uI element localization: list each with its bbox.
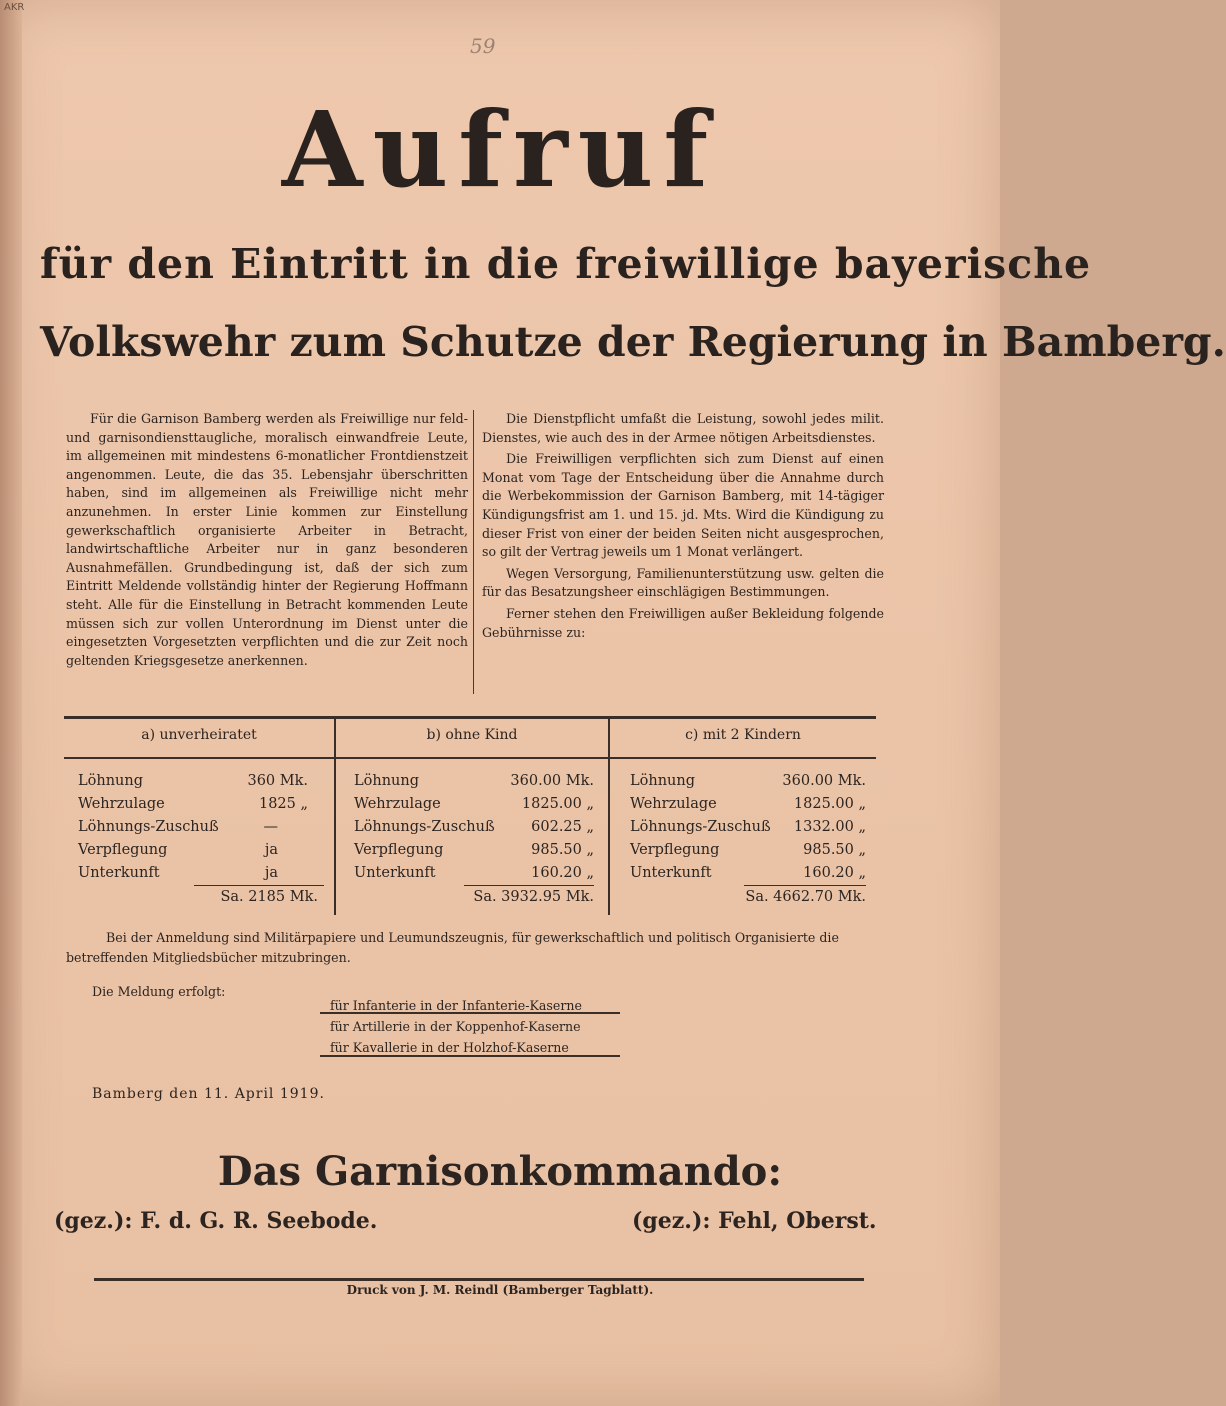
row-label: Löhnungs-Zuschuß bbox=[78, 819, 219, 835]
subtitle-line-2: Volkswehr zum Schutze der Regierung in Bamberg. bbox=[40, 318, 1226, 366]
row-label: Verpflegung bbox=[78, 842, 168, 858]
row-value: 1332.00 „ bbox=[793, 819, 866, 835]
meldung-place-infantry: für Infanterie in der Infanterie-Kaserne bbox=[330, 998, 582, 1013]
row-value: ja bbox=[264, 842, 278, 858]
left-paragraph: Für die Garnison Bamberg werden als Freiwillige nur feld- und garnisondiensttaugliche, moralisch einwandfreie Leute, im allgemeinen mit mindestens 6-monatlicher Frontdienstzeit angenommen. Leute, die das 35. Lebensjahr überschritten haben, sind im allgemeinen als Freiwillige nicht mehr anzunehmen. In erster Linie kommen zur Einstellung gewerkschaftlich organisierte Arbeiter in Betracht, landwirtschaftliche Arbeiter nur in ganz besonderen Ausnahmefällen. Grundbedingung ist, daß der sich zum Eintritt Meldende vollständig hinter der Regierung Hoffmann steht. Alle für die Einstellung in Betracht kommenden Leute müssen sich zur vollen Unterordnung im Dienst unter die eingesetzten Vorgesetzten verpflichten und die zur Zeit noch geltenden Kriegsgesetze anerkennen. bbox=[66, 411, 468, 668]
row-value: 985.50 „ bbox=[531, 842, 594, 858]
total-value: Sa. 4662.70 Mk. bbox=[745, 889, 866, 905]
sum-rule bbox=[194, 885, 324, 886]
command-heading: Das Garnisonkommando: bbox=[217, 1148, 783, 1195]
left-text-column bbox=[66, 410, 468, 673]
row-label: Unterkunft bbox=[78, 865, 160, 881]
row-value: 1825 „ bbox=[258, 796, 308, 812]
row-value: 985.50 „ bbox=[803, 842, 866, 858]
issue-date: Bamberg den 11. April 1919. bbox=[92, 1086, 325, 1102]
table-column-divider bbox=[334, 719, 336, 915]
table-column-divider bbox=[608, 719, 610, 915]
row-label: Löhnungs-Zuschuß bbox=[630, 819, 771, 835]
row-value: 360 Mk. bbox=[247, 773, 308, 789]
meldung-place-cavalry: für Kavallerie in der Holzhof-Kaserne bbox=[330, 1040, 569, 1055]
right-paragraph: Die Freiwilligen verpflichten sich zum Dienst auf einen Monat vom Tage der Entscheidung über die Annahme durch die Werbekommission der Garnison Bamberg, mit 14-tägiger Kündigungsfrist am 1. und 15. jd. Mts. Wird die Kündigung zu dieser Frist von einer der beiden Seiten nicht ausgesprochen, so gilt der Vertrag jeweils um 1 Monat verlängert. bbox=[482, 451, 884, 560]
footer-rule bbox=[94, 1278, 864, 1281]
row-label: Wehrzulage bbox=[78, 796, 165, 812]
row-value: 602.25 „ bbox=[531, 819, 594, 835]
row-label: Löhnung bbox=[354, 773, 419, 789]
total-value: Sa. 2185 Mk. bbox=[220, 889, 318, 905]
row-label: Wehrzulage bbox=[354, 796, 441, 812]
right-paragraph: Die Dienstpflicht umfaßt die Leistung, sowohl jedes milit. Dienstes, wie auch des in der Armee nötigen Arbeitsdienstes. bbox=[482, 411, 884, 445]
printer-imprint: Druck von J. M. Reindl (Bamberger Tagblatt). bbox=[346, 1283, 654, 1297]
row-label: Verpflegung bbox=[630, 842, 720, 858]
right-text-column bbox=[482, 410, 884, 645]
signature-left: (gez.): F. d. G. R. Seebode. bbox=[54, 1208, 378, 1234]
meldung-label: Die Meldung erfolgt: bbox=[92, 984, 226, 999]
row-value: 160.20 „ bbox=[531, 865, 594, 881]
poster-title: Aufruf bbox=[281, 88, 719, 211]
column-divider bbox=[473, 410, 474, 694]
row-label: Löhnung bbox=[630, 773, 695, 789]
row-label: Löhnungs-Zuschuß bbox=[354, 819, 495, 835]
archive-mark: AKR bbox=[4, 2, 25, 13]
row-label: Wehrzulage bbox=[630, 796, 717, 812]
row-value: 1825.00 „ bbox=[521, 796, 594, 812]
right-paragraph: Wegen Versorgung, Familienunterstützung usw. gelten die für das Besatzungsheer einschlägigen Bestimmungen. bbox=[482, 565, 884, 600]
registration-note: Bei der Anmeldung sind Militärpapiere und Leumundszeugnis, für gewerkschaftlich und politisch Organisierte die betreffenden Mitgliedsbücher mitzubringen. bbox=[66, 930, 839, 965]
row-label: Verpflegung bbox=[354, 842, 444, 858]
underline bbox=[320, 1055, 620, 1057]
pencil-page-number: 59 bbox=[470, 34, 496, 58]
subtitle-line-1: für den Eintritt in die freiwillige bayerische bbox=[40, 240, 1092, 288]
row-label: Löhnung bbox=[78, 773, 143, 789]
row-label: Unterkunft bbox=[354, 865, 436, 881]
sum-rule bbox=[464, 885, 594, 886]
row-value: ja bbox=[264, 865, 278, 881]
row-label: Unterkunft bbox=[630, 865, 712, 881]
header-two-children: c) mit 2 Kindern bbox=[685, 727, 801, 743]
header-unmarried: a) unverheiratet bbox=[141, 727, 257, 743]
row-value: 1825.00 „ bbox=[793, 796, 866, 812]
row-value: 160.20 „ bbox=[803, 865, 866, 881]
meldung-place-artillery: für Artillerie in der Koppenhof-Kaserne bbox=[330, 1019, 581, 1034]
sum-rule bbox=[744, 885, 866, 886]
row-value: — bbox=[263, 819, 278, 835]
underline bbox=[320, 1012, 620, 1014]
header-no-child: b) ohne Kind bbox=[426, 727, 518, 743]
right-paragraph: Ferner stehen den Freiwilligen außer Bekleidung folgende Gebührnisse zu: bbox=[482, 605, 884, 640]
row-value: 360.00 Mk. bbox=[782, 773, 866, 789]
pay-table bbox=[64, 716, 876, 915]
table-header-rule bbox=[64, 757, 876, 759]
total-value: Sa. 3932.95 Mk. bbox=[473, 889, 594, 905]
signature-right: (gez.): Fehl, Oberst. bbox=[632, 1208, 877, 1234]
row-value: 360.00 Mk. bbox=[510, 773, 594, 789]
